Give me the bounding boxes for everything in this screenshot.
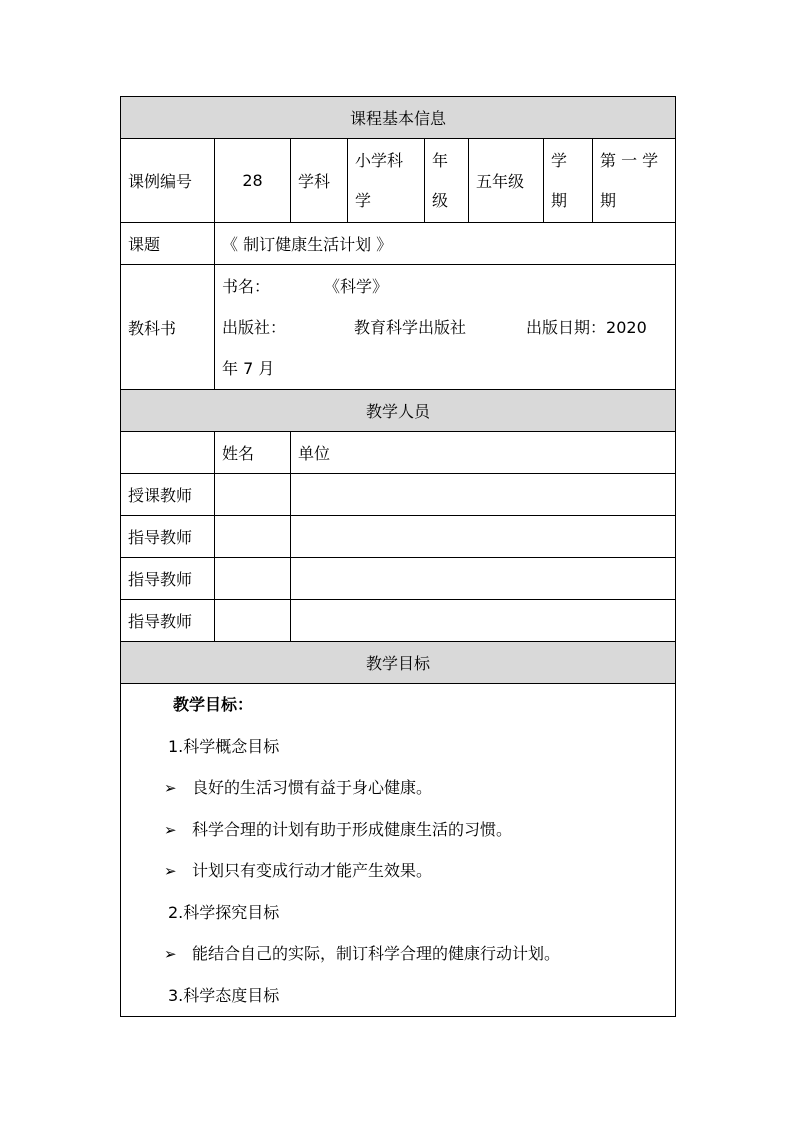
- term-label-line1: 学: [551, 150, 568, 170]
- section-goals: 教学目标: [121, 642, 676, 684]
- unit-header: 单位: [291, 432, 676, 474]
- goal-item: ➢ 计划只有变成行动才能产生效果。: [128, 850, 668, 892]
- topic-value: 《 制订健康生活计划 》: [215, 223, 676, 265]
- goals-heading: 教学目标：: [173, 695, 254, 714]
- staff-header-row: [121, 432, 676, 474]
- staff-role: 指导教师: [121, 600, 215, 642]
- goal-category: 1.科学概念目标: [168, 736, 280, 756]
- goal-item: ➢ 能结合自己的实际，制订科学合理的健康行动计划。: [128, 933, 668, 975]
- term-value: [593, 139, 676, 223]
- goal-category: 2.科学探究目标: [168, 902, 280, 922]
- grade-value: 五年级: [469, 139, 544, 223]
- term-label: [544, 139, 593, 223]
- name-header: 姓名: [215, 432, 291, 474]
- staff-row: [121, 600, 676, 642]
- grade-label-line2: 级: [432, 190, 449, 210]
- book-name-value: 《科学》: [324, 276, 389, 296]
- term-value-line1: 第 一 学: [600, 150, 659, 170]
- staff-name-cell: [215, 516, 291, 558]
- staff-role: 指导教师: [121, 558, 215, 600]
- publisher-label: 出版社：: [222, 317, 287, 337]
- goals-cell: [121, 684, 676, 1017]
- grade-label-line1: 年: [432, 150, 449, 170]
- book-name-label: 书名：: [222, 276, 271, 296]
- staff-name-cell: [215, 474, 291, 516]
- pub-date-label: 出版日期：2020: [526, 317, 647, 337]
- course-table: [120, 96, 676, 1017]
- arrow-bullet-icon: ➢: [164, 779, 177, 797]
- subject-value-line1: 小学科: [355, 150, 404, 170]
- staff-unit-cell: [291, 600, 676, 642]
- publisher-line: [222, 307, 668, 348]
- staff-row: [121, 516, 676, 558]
- book-name-line: [222, 266, 668, 307]
- term-value-line2: 期: [600, 190, 617, 210]
- goal-item: ➢ 科学合理的计划有助于形成健康生活的习惯。: [128, 809, 668, 851]
- textbook-details: [215, 265, 676, 390]
- pub-date-cont: 年 7 月: [222, 358, 275, 378]
- staff-row: [121, 558, 676, 600]
- staff-unit-cell: [291, 474, 676, 516]
- staff-row: [121, 474, 676, 516]
- subject-value-line2: 学: [355, 190, 372, 210]
- publisher-value: 教育科学出版社: [354, 317, 467, 337]
- arrow-bullet-icon: ➢: [164, 820, 177, 839]
- arrow-bullet-icon: ➢: [164, 862, 177, 880]
- section-staff: 教学人员: [121, 390, 676, 432]
- goal-category: 3.科学态度目标: [168, 985, 280, 1005]
- subject-value: [348, 139, 425, 223]
- arrow-bullet-icon: ➢: [164, 945, 177, 963]
- case-no-value: 28: [215, 139, 291, 223]
- staff-role: 授课教师: [121, 474, 215, 516]
- textbook-row: [121, 265, 676, 390]
- subject-label: 学科: [291, 139, 348, 223]
- grade-label: [425, 139, 469, 223]
- staff-header-empty: [121, 432, 215, 474]
- staff-unit-cell: [291, 558, 676, 600]
- course-info-row: [121, 139, 676, 223]
- topic-label: 课题: [121, 223, 215, 265]
- term-label-line2: 期: [551, 190, 568, 210]
- staff-name-cell: [215, 558, 291, 600]
- topic-row: [121, 223, 676, 265]
- goals-row: [121, 684, 676, 1017]
- staff-unit-cell: [291, 516, 676, 558]
- case-no-label: 课例编号: [121, 139, 215, 223]
- section-course-info: 课程基本信息: [121, 97, 676, 139]
- goal-item: ➢ 良好的生活习惯有益于身心健康。: [128, 767, 668, 809]
- textbook-label: 教科书: [121, 265, 215, 390]
- staff-role: 指导教师: [121, 516, 215, 558]
- staff-name-cell: [215, 600, 291, 642]
